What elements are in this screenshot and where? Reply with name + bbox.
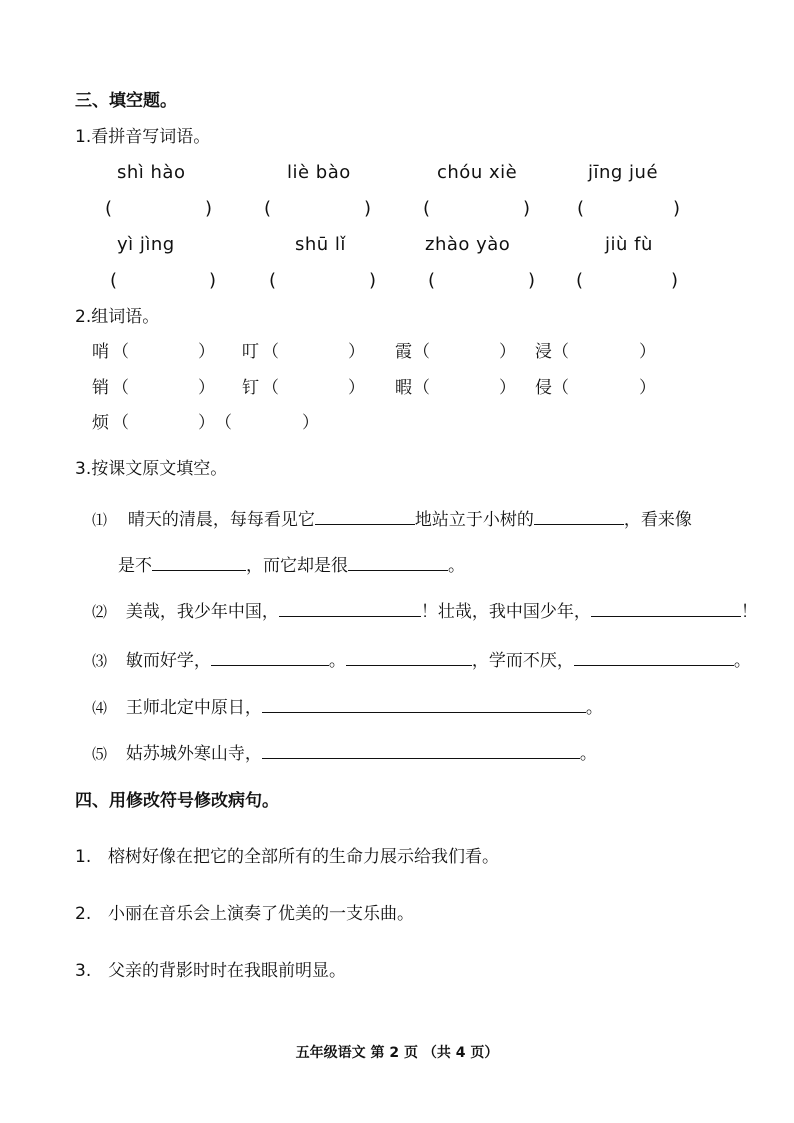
sentence-item-2 (75, 906, 414, 923)
item-text: 王师北定中原日， (125, 698, 262, 718)
answer-blank[interactable] (211, 648, 329, 666)
item-text: 是不 (118, 556, 152, 576)
pinyin-7: zhào yào (425, 234, 511, 255)
answer-blank[interactable] (534, 507, 624, 525)
section-4-title: 四、用修改符号修改病句。 (75, 791, 279, 811)
answer-paren-close: ) (364, 198, 372, 219)
answer-paren-open: ( (264, 198, 272, 219)
answer-paren-close: ） (499, 378, 516, 398)
item-text: 晴天的清晨，每每看见它 (127, 510, 315, 530)
pinyin-6: shū lǐ (295, 234, 346, 255)
word-char: 烦 (92, 413, 109, 433)
answer-paren-open: ( (110, 270, 118, 291)
word-char: 暇 (395, 378, 412, 398)
pinyin-5: yì jìng (117, 234, 175, 255)
item-number: ⑸ (92, 745, 108, 763)
pinyin-3: chóu xiè (437, 162, 518, 183)
item-number: 1. (75, 847, 92, 867)
item-text: ，学而不厌， (471, 651, 574, 671)
answer-paren-open: （ (413, 378, 430, 398)
answer-paren-open: （ (262, 378, 279, 398)
item-text: 地站立于小树的 (414, 510, 534, 530)
item-text: 美哉，我少年中国， (125, 602, 279, 622)
word-char: 霞 (395, 342, 412, 362)
item-number: 2. (75, 904, 92, 924)
answer-paren-close: ） (348, 342, 365, 362)
answer-paren-close: ) (528, 270, 536, 291)
answer-blank[interactable] (262, 741, 580, 759)
answer-blank[interactable] (574, 648, 734, 666)
pinyin-2: liè bào (287, 162, 351, 183)
answer-paren-open: （ (552, 378, 569, 398)
pinyin-4: jīng jué (588, 162, 659, 183)
fill-blank-item-5 (92, 741, 597, 763)
item-text: 姑苏城外寒山寺， (125, 744, 262, 764)
page-footer: 五年级语文 第 2 页 （共 4 页） (295, 1045, 499, 1061)
fill-blank-item-3 (92, 648, 751, 670)
word-char: 钉 (242, 378, 259, 398)
word-char: 哨 (92, 342, 109, 362)
answer-paren-open: （ (413, 342, 430, 362)
word-char: 浸 (535, 342, 552, 362)
answer-paren-open: ( (576, 270, 584, 291)
answer-paren-open: （ (215, 413, 232, 433)
answer-paren-close: ) (673, 198, 681, 219)
pinyin-8: jiù fù (605, 234, 653, 255)
answer-paren-close: ） (639, 378, 656, 398)
question-3-title: 3.按课文原文填空。 (75, 459, 228, 479)
fill-blank-item-1-cont (118, 553, 465, 575)
section-3-title: 三、填空题。 (75, 91, 177, 111)
item-number: ⑵ (92, 603, 108, 621)
item-text: 父亲的背影时时在我眼前明显。 (108, 961, 347, 981)
answer-paren-open: （ (112, 378, 129, 398)
item-text: ！ (740, 602, 758, 622)
answer-paren-open: ( (269, 270, 277, 291)
item-text: ，而它却是很 (246, 556, 348, 576)
item-text: ！壮哉，我中国少年， (420, 602, 591, 622)
question-2-title: 2.组词语。 (75, 307, 160, 327)
item-text: 。 (448, 556, 465, 576)
sentence-item-1 (75, 849, 499, 866)
answer-paren-open: ( (105, 198, 113, 219)
answer-paren-open: （ (262, 342, 279, 362)
answer-blank[interactable] (315, 507, 415, 525)
pinyin-1: shì hào (117, 162, 186, 183)
fill-blank-item-1 (92, 507, 692, 529)
answer-paren-close: ） (348, 378, 365, 398)
sentence-item-3 (75, 963, 346, 980)
answer-paren-close: ) (671, 270, 679, 291)
answer-paren-open: ( (428, 270, 436, 291)
answer-paren-open: ( (577, 198, 585, 219)
item-text: 。 (585, 698, 603, 718)
answer-paren-open: ( (423, 198, 431, 219)
item-number: 3. (75, 961, 92, 981)
answer-paren-close: ) (209, 270, 217, 291)
answer-paren-close: ) (369, 270, 377, 291)
answer-paren-close: ） (639, 342, 656, 362)
item-text: ，看来像 (623, 510, 692, 530)
item-number: ⑴ (92, 511, 108, 529)
answer-paren-close: ） (198, 413, 215, 433)
answer-paren-open: （ (112, 342, 129, 362)
answer-paren-close: ） (198, 342, 215, 362)
item-number: ⑷ (92, 699, 108, 717)
answer-paren-close: ） (302, 413, 319, 433)
answer-blank[interactable] (346, 648, 472, 666)
question-1-title: 1.看拼音写词语。 (75, 127, 211, 147)
answer-blank[interactable] (348, 553, 448, 571)
answer-blank[interactable] (152, 553, 246, 571)
answer-paren-close: ) (523, 198, 531, 219)
answer-paren-close: ） (198, 378, 215, 398)
answer-blank[interactable] (262, 695, 586, 713)
item-number: ⑶ (92, 652, 108, 670)
item-text: 小丽在音乐会上演奏了优美的一支乐曲。 (108, 904, 415, 924)
word-char: 销 (92, 378, 109, 398)
fill-blank-item-2 (92, 599, 758, 621)
answer-blank[interactable] (279, 599, 421, 617)
item-text: 。 (579, 744, 597, 764)
word-char: 叮 (242, 342, 259, 362)
answer-paren-close: ) (205, 198, 213, 219)
item-text: 榕树好像在把它的全部所有的生命力展示给我们看。 (108, 847, 500, 867)
word-char: 侵 (535, 378, 552, 398)
item-text: 敏而好学， (125, 651, 211, 671)
answer-blank[interactable] (591, 599, 741, 617)
item-text: 。 (328, 651, 346, 671)
answer-paren-open: （ (552, 342, 569, 362)
answer-paren-open: （ (112, 413, 129, 433)
fill-blank-item-4 (92, 695, 603, 717)
item-text: 。 (733, 651, 751, 671)
answer-paren-close: ） (499, 342, 516, 362)
